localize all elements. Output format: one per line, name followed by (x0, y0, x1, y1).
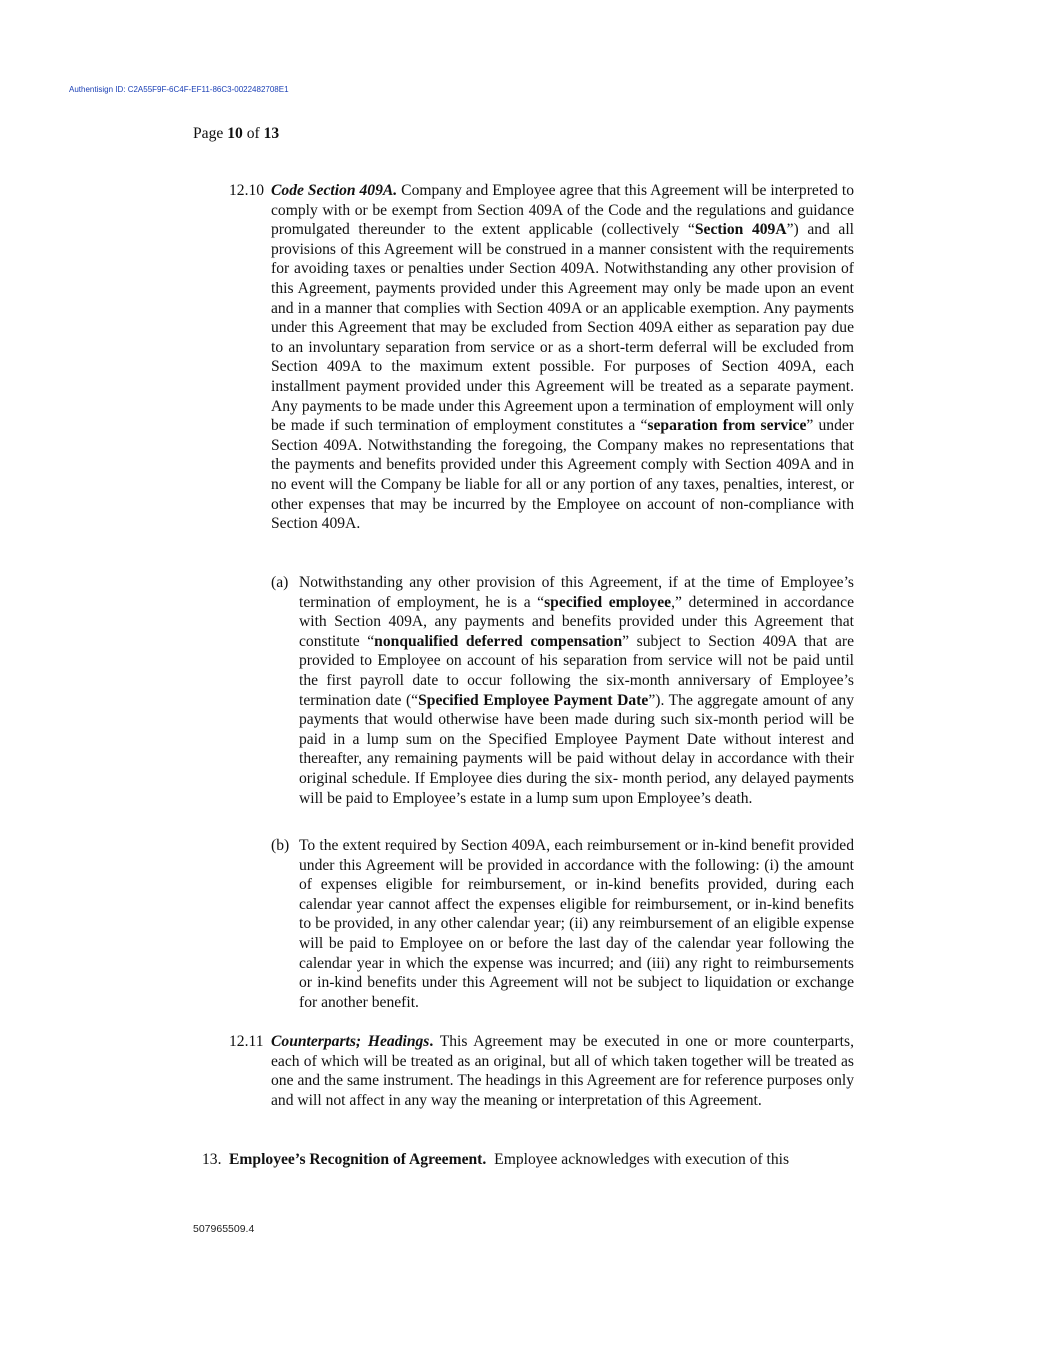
defined-term: separation from service (647, 417, 807, 435)
section-13 (202, 1150, 863, 1170)
page-current: 10 (227, 125, 243, 142)
defined-term: nonqualified deferred compensation (374, 632, 623, 650)
page-label: Page (193, 125, 224, 142)
subsection-b (271, 836, 854, 1012)
defined-term: Specified Employee Payment Date (418, 691, 649, 709)
defined-term: Section 409A (694, 221, 787, 239)
section-text: ” under Section 409A. Notwithstanding the foregoing, the Company makes no representations that the payments and benefits provided under this Agreement comply with Section 409A and in no event will the Company be liable for all or any portion of any taxes, penalties, interest, or other expenses that may be incurred by the Employee on account of non-compliance with Section 409A. (271, 417, 854, 533)
page-number-header (193, 125, 279, 143)
heading-period: . (429, 1033, 434, 1050)
section-text: ,” determined in accordance with Section 409A, any payments and benefits provided under this Agreement that constitute “ (299, 593, 854, 650)
section-12-11 (229, 1032, 854, 1110)
section-text: This Agreement may be executed in one or more counterparts, each of which will be treated as an original, but all of which taken together will be treated as one and the same instrument. The headings in this Agreement are for reference purposes only and will not affect in any way the meaning or interpretation of this Agreement. (271, 1033, 854, 1109)
subsection-label: (a) (271, 574, 289, 591)
section-heading: Employee’s Recognition of Agreement. (229, 1151, 487, 1168)
section-number: 12.11 (229, 1033, 264, 1050)
section-text: To the extent required by Section 409A, each reimbursement or in-kind benefit provided under this Agreement will be provided in accordance with the following: (i) the amount of expenses eligible for reimbursement, or in-kind benefits provided, during each calendar year cannot affect the expenses eligible for reimbursement, or in-kind benefits to be provided, in any other calendar year; (ii) any reimbursement of an eligible expense will be paid to Employee on or before the last day of the calendar year following the calendar year in which the expense was incurred; and (iii) any right to reimbursements or in-kind benefits under this Agreement will not be subject to liquidation or exchange for another benefit. (299, 837, 854, 1011)
section-number: 12.10 (229, 182, 265, 199)
document-id: 507965509.4 (193, 1223, 255, 1235)
subsection-a (271, 573, 855, 808)
section-text: Employee acknowledges with execution of this (494, 1151, 790, 1168)
authentisign-id: Authentisign ID: C2A55F9F-6C4F-EF11-86C3-0022482708E1 (69, 85, 289, 94)
page-total: 13 (263, 125, 280, 142)
section-text: Notwithstanding any other provision of this Agreement, if at the time of Employee’s termination of employment, he is a “ (299, 574, 854, 611)
page-of-label: of (246, 125, 260, 142)
section-heading: Code Section 409A. (271, 182, 398, 199)
section-text: ”) and all provisions of this Agreement will be construed in a manner consistent with the requirements for avoiding taxes or penalties under Section 409A. Notwithstanding any other provision of this Agreement, payments provided under this Agreement may only be made upon an event and in a manner that complies with Section 409A or an applicable exemption. Any payments under this Agreement that may be excluded from Section 409A either as separation pay due to an involuntary separation from service or as a short-term deferral will be excluded from Section 409A to the maximum extent possible. For purposes of Section 409A, each installment payment provided under this Agreement will be treated as a separate payment. Any payments to be made under this Agreement upon a termination of employment will only be made if such termination of employment constitutes a “ (271, 221, 855, 435)
section-number: 13. (202, 1151, 222, 1168)
section-text: ”). The aggregate amount of any payments that would otherwise have been made during such six-month period will be paid in a lump sum on the Specified Employee Payment Date without interest and thereafter, any remaining payments will be paid without delay in accordance with their original schedule. If Employee dies during the six- month period, any delayed payments will be paid to Employee’s estate in a lump sum upon Employee’s death. (299, 691, 854, 807)
subsection-label: (b) (271, 837, 290, 854)
section-text: Company and Employee agree that this Agreement will be interpreted to comply with or be exempt from Section 409A of the Code and the regulations and guidance promulgated thereunder to the extent applicable (collectively “ (271, 182, 854, 239)
section-text: ” subject to Section 409A that are provided to Employee on account of his separation from service will not be paid until the first payroll date to occur following the six-month anniversary of Employee’s termination date (“ (299, 632, 855, 709)
defined-term: specified employee (544, 593, 672, 611)
section-heading: Counterparts; Headings (271, 1033, 430, 1050)
section-12-10 (229, 181, 855, 534)
